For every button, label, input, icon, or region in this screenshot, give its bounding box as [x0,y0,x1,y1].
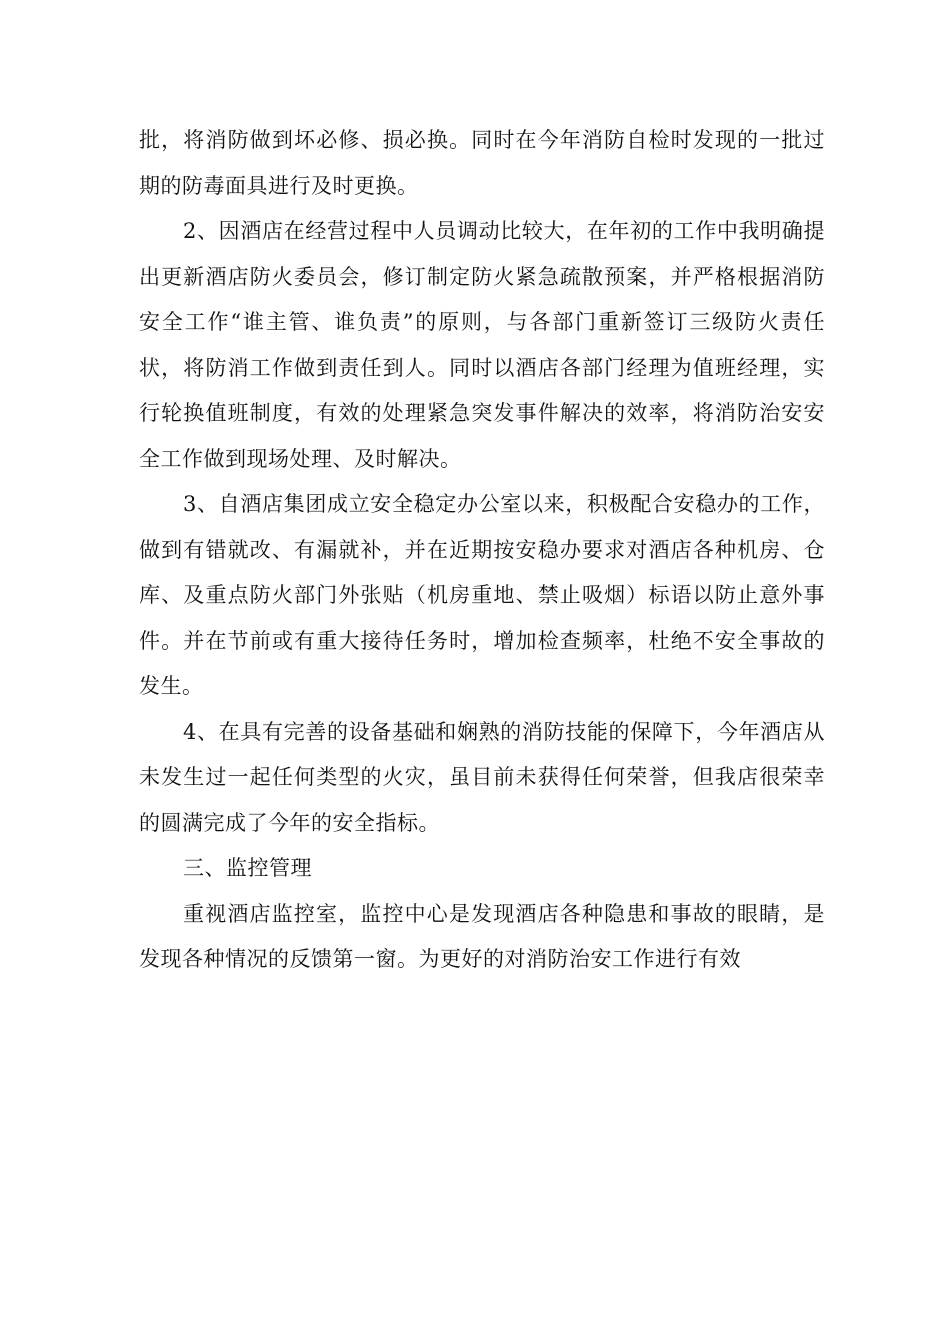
paragraph-item-2: 2、因酒店在经营过程中人员调动比较大，在年初的工作中我明确提出更新酒店防火委员会，修订制定防火紧急疏散预案，并严格根据消防安全工作“谁主管、谁负责”的原则，与各部门重新签订三级防火责任状，将防消工作做到责任到人。同时以酒店各部门经理为值班经理，实行轮换值班制度，有效的处理紧急突发事件解决的效率，将消防治安安全工作做到现场处理、及时解决。 [139,219,825,471]
paragraph-continuation: 批，将消防做到坏必修、损必换。同时在今年消防自检时发现的一批过期的防毒面具进行及时更换。 [139,128,825,198]
document-body [139,118,825,983]
section-heading-monitoring: 三、监控管理 [183,856,312,880]
paragraph-monitoring-intro: 重视酒店监控室，监控中心是发现酒店各种隐患和事故的眼睛，是发现各种情况的反馈第一窗。为更好的对消防治安工作进行有效 [139,901,825,971]
paragraph-item-4: 4、在具有完善的设备基础和娴熟的消防技能的保障下，今年酒店从未发生过一起任何类型的火灾，虽目前未获得任何荣誉，但我店很荣幸的圆满完成了今年的安全指标。 [139,719,825,835]
paragraph-item-3: 3、自酒店集团成立安全稳定办公室以来，积极配合安稳办的工作，做到有错就改、有漏就补，并在近期按安稳办要求对酒店各种机房、仓库、及重点防火部门外张贴（机房重地、禁止吸烟）标语以防止意外事件。并在节前或有重大接待任务时，增加检查频率，杜绝不安全事故的发生。 [139,492,825,698]
